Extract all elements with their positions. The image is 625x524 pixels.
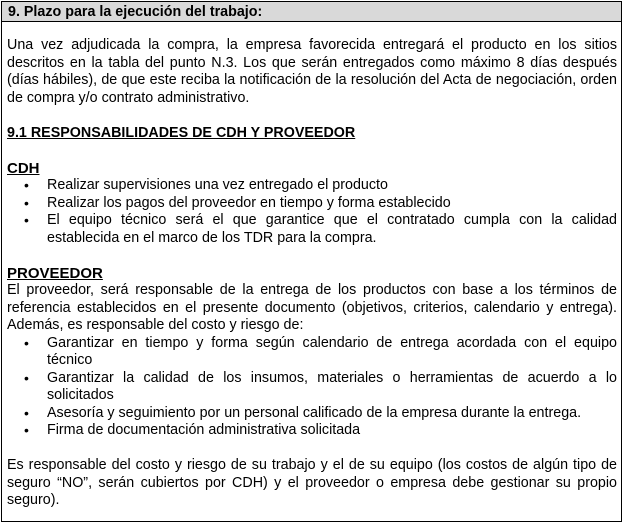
provider-list [7, 335, 617, 440]
list-item: • Garantizar la calidad de los insumos, materiales o herramientas de acuerdo a lo solicitados [7, 370, 617, 405]
closing-paragraph: Es responsable del costo y riesgo de su trabajo y el de su equipo (los costos de algún tipo de seguro “NO”, serán cubiertos por CDH) y el proveedor o empresa debe gestionar su propio seguro). [7, 457, 617, 508]
responsibilities-title: 9.1 RESPONSABILIDADES DE CDH Y PROVEEDOR [7, 124, 356, 141]
intro-paragraph: Una vez adjudicada la compra, la empresa favorecida entregará el producto en los sitios descritos en la tabla del punto N.3. Los que serán entregados como máximo 8 días después (días hábiles), de que este reciba la notificación de la resolución del Acta de negociación, orden de compra y/o contrato administrativo. [7, 37, 617, 106]
list-item: • Asesoría y seguimiento por un personal calificado de la empresa durante la entrega. [7, 405, 617, 423]
list-item: • El equipo técnico será el que garantice que el contratado cumpla con la calidad establecida en el marco de los TDR para la compra. [7, 212, 617, 247]
list-item: • Realizar supervisiones una vez entregado el producto [7, 177, 617, 195]
section-header: 9. Plazo para la ejecución del trabajo: [1, 1, 622, 22]
cdh-heading: CDH [7, 159, 40, 177]
provider-heading: PROVEEDOR [7, 264, 103, 282]
list-item: • Garantizar en tiempo y forma según calendario de entrega acordada con el equipo técnico [7, 335, 617, 370]
list-item: • Firma de documentación administrativa solicitada [7, 422, 617, 440]
document-body [7, 37, 617, 510]
list-item: • Realizar los pagos del proveedor en tiempo y forma establecido [7, 195, 617, 213]
provider-paragraph: El proveedor, será responsable de la entrega de los productos con base a los términos de referencia establecidos en el presente documento (objetivos, criterios, calendario y entrega). Además, es responsable del costo y riesgo de: [7, 282, 617, 333]
cdh-list [7, 177, 617, 247]
